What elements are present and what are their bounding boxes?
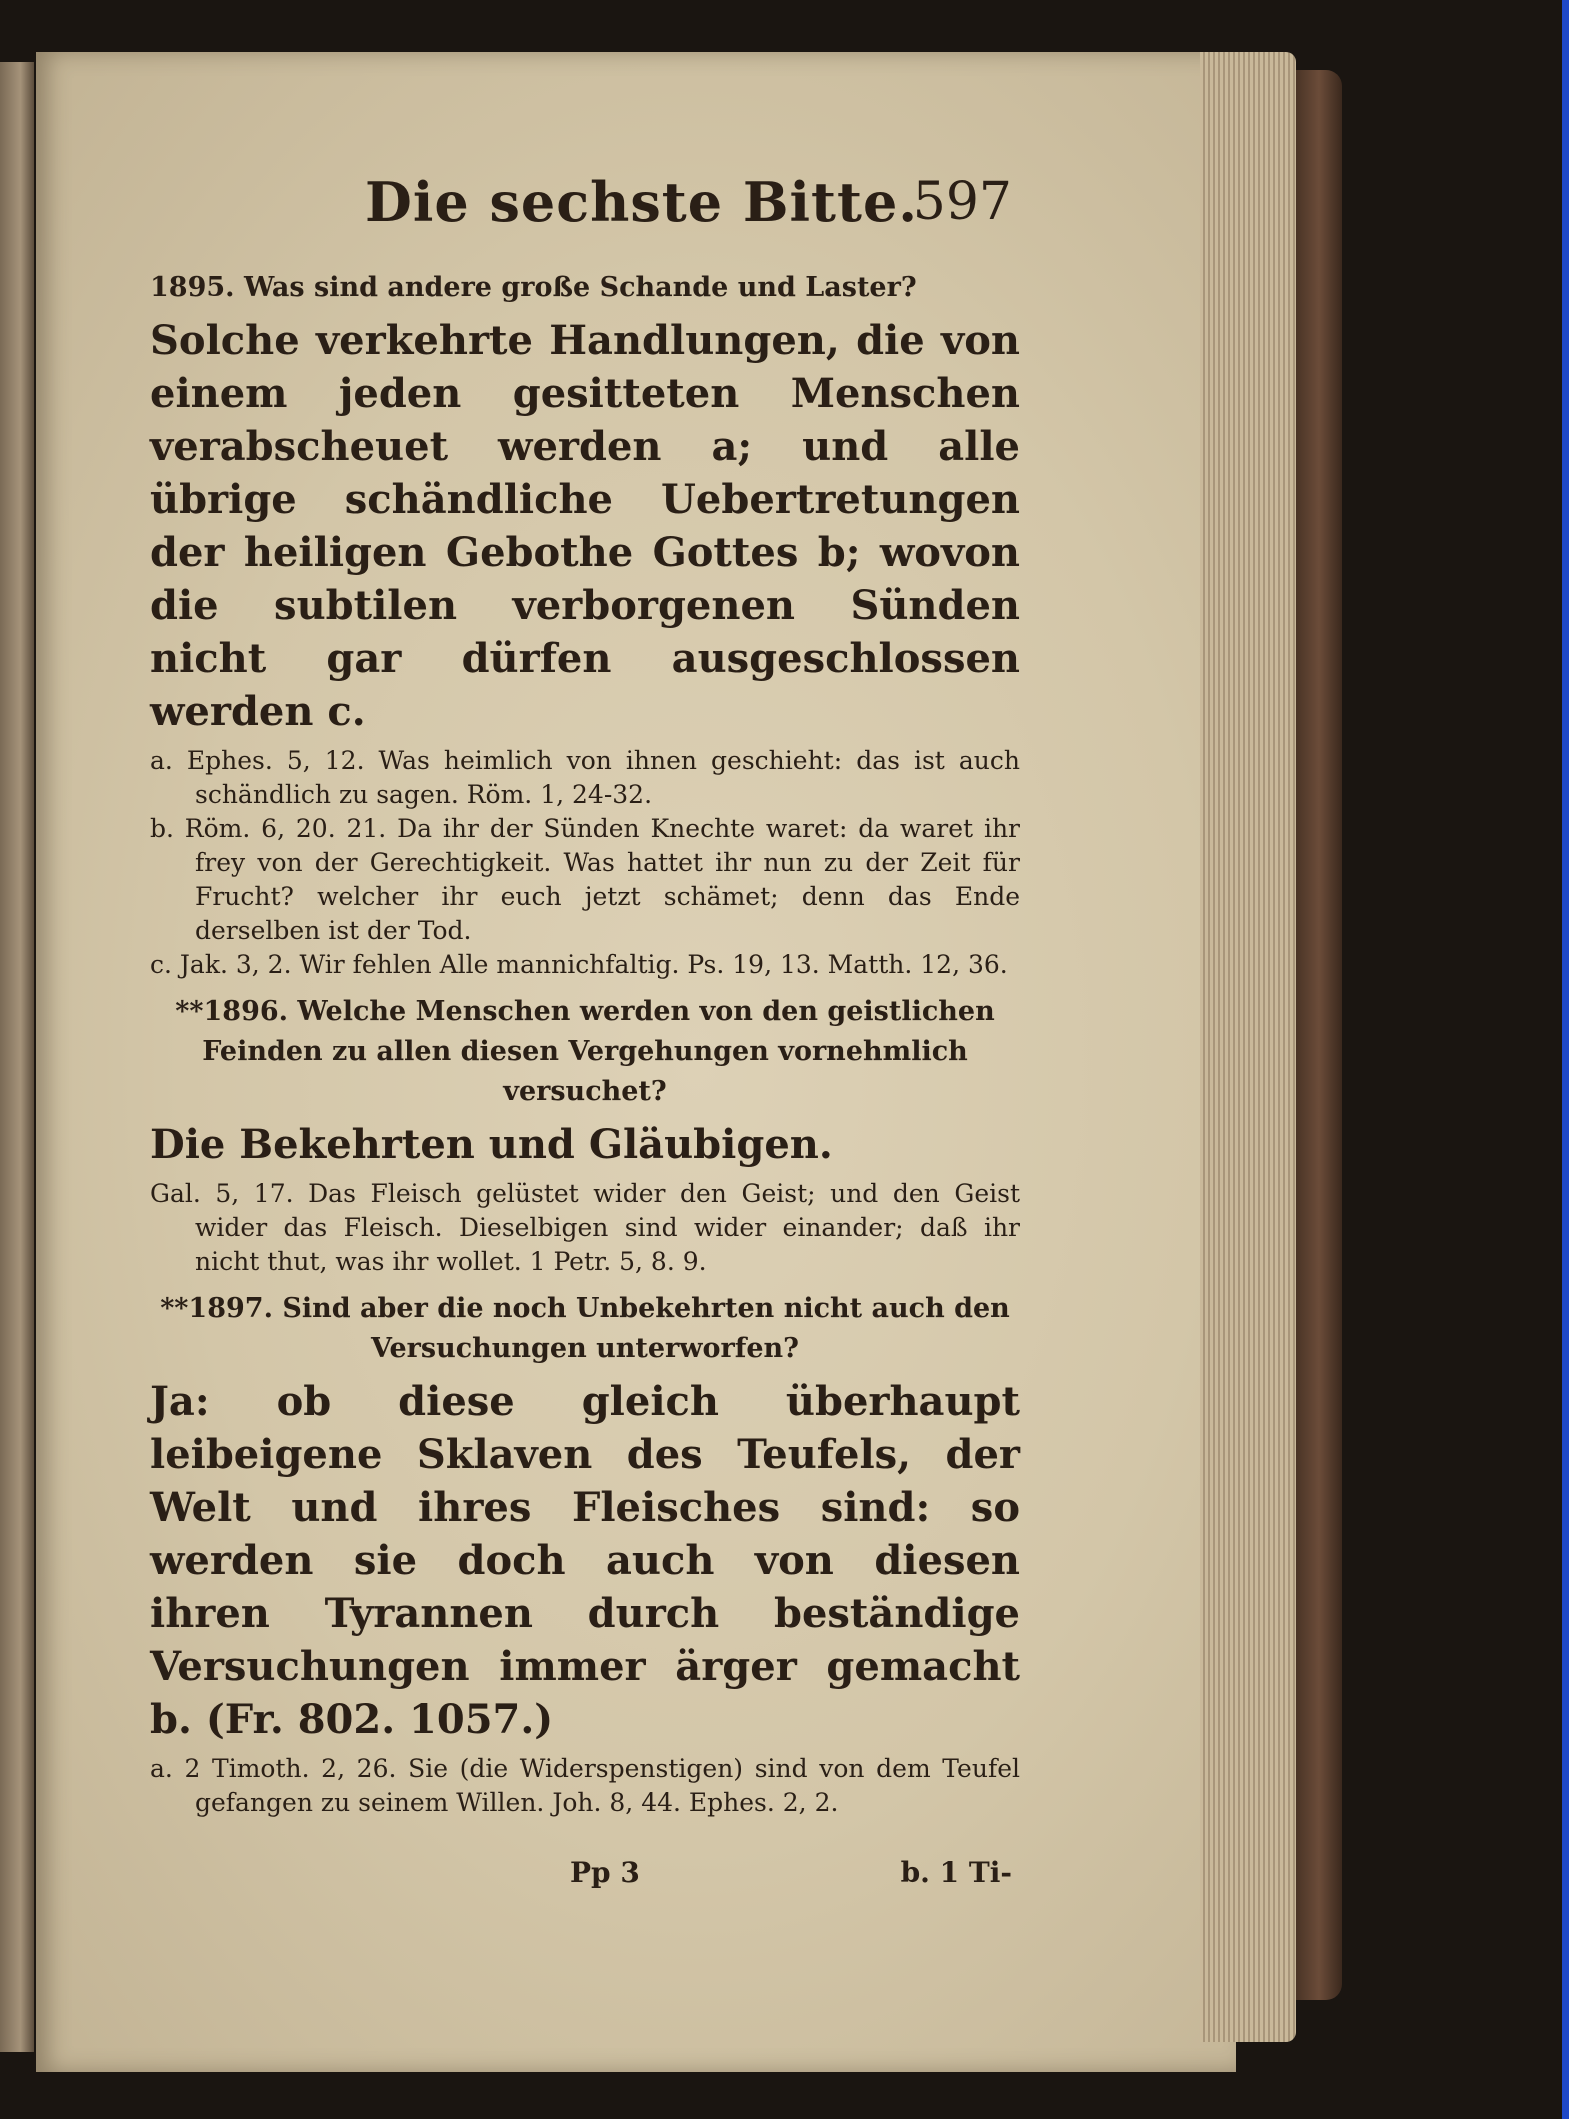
- page-text: [150, 170, 1020, 1902]
- scan-border: [1562, 0, 1569, 2119]
- footnote-a-1897: a. 2 Timoth. 2, 26. Sie (die Widerspenstigen) sind von dem Teufel gefangen zu seinem Willen. Joh. 8, 44. Ephes. 2, 2.: [150, 1754, 1020, 1817]
- answer-1897: Ja: ob diese gleich überhaupt leibeigene Sklaven des Teufels, der Welt und ihres Fleisches sind: so werden sie doch auch von diesen ihren Tyrannen durch beständige Versuchungen immer ärger gemacht b. (Fr. 802. 1057.): [150, 1378, 1020, 1743]
- footnote-b-1895: b. Röm. 6, 20. 21. Da ihr der Sünden Knechte waret: da waret ihr frey von der Gerechtigkeit. Was hattet ihr nun zu der Zeit für Frucht? welcher ihr euch jetzt schämet; denn das Ende derselben ist der Tod.: [150, 814, 1020, 945]
- answer-1895: Solche verkehrte Handlungen, die von einem jeden gesitteten Menschen verabscheuet werden a; und alle übrige schändliche Uebertretungen der heiligen Gebothe Gottes b; wovon die subtilen verborgenen Sünden nicht gar dürfen ausgeschlossen werden c.: [150, 317, 1020, 735]
- facing-page-edge: [0, 62, 34, 2052]
- page-number: 597: [912, 172, 1012, 232]
- signature-mark: Pp 3: [570, 1856, 640, 1889]
- page-header: [150, 170, 1020, 250]
- footnote-c-1895: c. Jak. 3, 2. Wir fehlen Alle mannichfaltig. Ps. 19, 13. Matth. 12, 36.: [150, 950, 1008, 979]
- section-1897: [150, 1289, 1020, 1820]
- section-1896: [150, 992, 1020, 1279]
- question-1896: **1896. Welche Menschen werden von den geistlichen Feinden zu allen diesen Vergehungen vornehmlich versuchet?: [175, 996, 995, 1107]
- catchword: b. 1 Ti-: [900, 1856, 1012, 1889]
- section-1895: [150, 268, 1020, 982]
- question-1897: **1897. Sind aber die noch Unbekehrten nicht auch den Versuchungen unterworfen?: [160, 1293, 1010, 1364]
- question-1895: 1895. Was sind andere große Schande und Laster?: [150, 272, 917, 303]
- book-cover-edge: [1296, 70, 1342, 2000]
- running-title: Die sechste Bitte.: [365, 170, 919, 234]
- footnote-1896: Gal. 5, 17. Das Fleisch gelüstet wider den Geist; und den Geist wider das Fleisch. Dieselbigen sind wider einander; daß ihr nicht thut, was ihr wollet. 1 Petr. 5, 8. 9.: [150, 1179, 1020, 1276]
- page-footer: [150, 1856, 1020, 1902]
- answer-1896: Die Bekehrten und Gläubigen.: [150, 1121, 833, 1168]
- page-block-edge: [1200, 52, 1296, 2042]
- footnote-a-1895: a. Ephes. 5, 12. Was heimlich von ihnen geschieht: das ist auch schändlich zu sagen. Röm. 1, 24-32.: [150, 746, 1020, 809]
